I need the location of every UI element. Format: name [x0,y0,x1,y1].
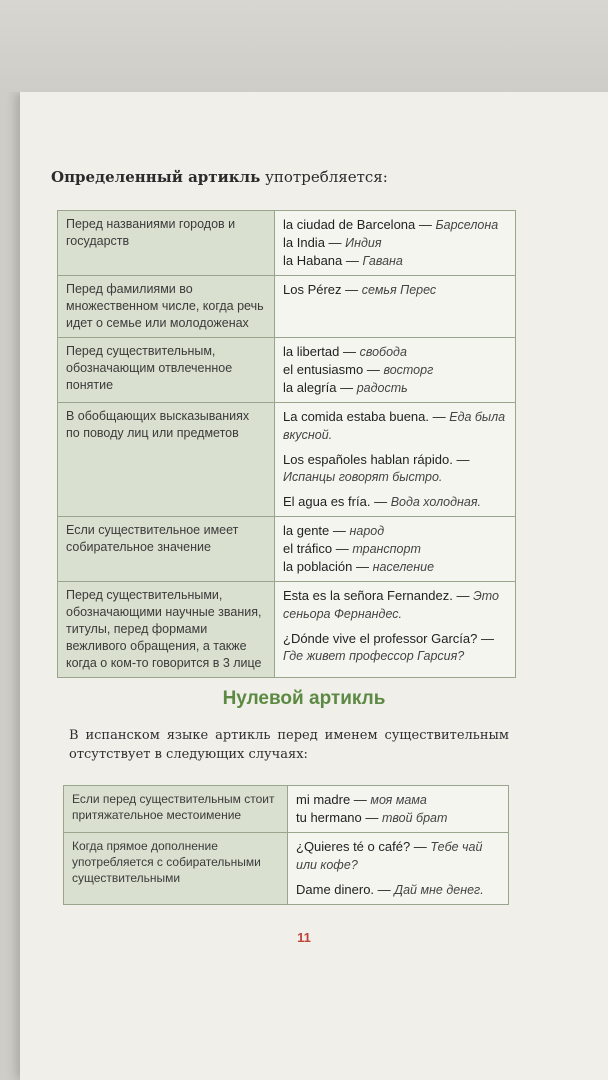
rule-cell: Перед существительными, обозначающими научные звания, титулы, перед формами вежливого обращения, а также когда о ком-то говорится в 3 лице [58,582,275,678]
examples-cell [275,338,516,403]
examples-cell [275,276,516,338]
section-heading-definite-article [51,168,388,186]
spanish-example: Dame dinero. [296,882,375,897]
russian-translation: Испанцы говорят быстро. [283,470,443,484]
table-row [58,211,516,276]
russian-translation: свобода [359,345,407,359]
table-row [58,276,516,338]
dash-separator: — [341,282,362,297]
dash-separator: — [363,362,384,377]
rule-cell: Если существительное имеет собирательное значение [58,517,275,582]
dash-separator: — [342,253,363,268]
russian-translation: транспорт [352,542,421,556]
spanish-example: Los Pérez [283,282,342,297]
russian-translation: Тебе чай или кофе? [296,840,483,872]
spanish-example: la gente [283,523,330,538]
russian-translation: Где живет профессор Гарсия? [283,649,465,663]
dash-separator: — [370,494,391,509]
russian-translation: семья Перес [361,283,437,297]
section-heading-zero-article: Нулевой артикль [222,688,386,709]
dash-separator: — [415,217,436,232]
dash-separator: — [339,344,360,359]
example-line [283,252,507,270]
russian-translation: Еда была вкусной. [283,410,506,442]
russian-translation: моя мама [370,793,427,807]
dash-separator: — [336,380,357,395]
spanish-example: La comida estaba buena. [283,409,429,424]
example-line [283,281,507,299]
example-line [283,522,507,540]
table-row [58,403,516,517]
table-row [58,338,516,403]
definite-article-table [57,210,516,678]
example-line [283,343,507,361]
page-number: 11 [297,930,311,945]
intro-paragraph: В испанском языке артикль перед именем существительным отсутствует в следующих случаях: [69,728,509,762]
example-line [283,408,507,444]
spanish-example: ¿Quieres té o café? [296,839,411,854]
example-line [296,881,500,899]
russian-translation: Дай мне денег. [394,883,484,897]
dash-separator: — [477,631,494,646]
spanish-example: el tráfico [283,541,333,556]
example-line [296,791,500,809]
rule-cell: Перед названиями городов и государств [58,211,275,276]
example-line [283,216,507,234]
dash-separator: — [452,588,474,603]
spanish-example: El agua es fría. [283,494,371,509]
example-line [296,838,500,874]
spanish-example: la población [283,559,353,574]
heading-bold-part: Определенный артикль [51,168,261,186]
table-row [58,582,516,678]
examples-cell [288,786,509,833]
example-line [296,809,500,827]
examples-cell [275,403,516,517]
spanish-example: ¿Dónde vive el professor García? [283,631,478,646]
rule-cell: Если перед существительным стоит притяжательное местоимение [64,786,288,833]
spanish-example: la Habana [283,253,343,268]
examples-cell [275,582,516,678]
example-line [283,234,507,252]
example-line [283,493,507,511]
russian-translation: население [372,560,435,574]
table-row [64,786,509,833]
russian-translation: Вода холодная. [390,495,481,509]
dash-separator: — [324,235,346,250]
dash-separator: — [361,810,382,825]
rule-cell: Когда прямое дополнение употребляется с собирательными существительными [64,833,288,905]
spanish-example: mi madre [296,792,351,807]
russian-translation: Гавана [362,254,403,268]
zero-article-table [63,785,509,905]
dash-separator: — [410,839,431,854]
spanish-example: la ciudad de Barcelona [283,217,416,232]
rule-cell: В обобщающих высказываниях по поводу лиц или предметов [58,403,275,517]
spanish-example: la libertad [283,344,340,359]
russian-translation: восторг [383,363,434,377]
russian-translation: Барселона [435,218,499,232]
dash-separator: — [452,452,470,467]
table-row [58,517,516,582]
dash-separator: — [332,541,353,556]
rule-cell: Перед фамилиями во множественном числе, когда речь идет о семье или молодоженах [58,276,275,338]
spanish-example: Los españoles hablan rápido. [283,452,453,467]
example-line [283,361,507,379]
dash-separator: — [350,792,371,807]
examples-cell [275,211,516,276]
example-line [283,451,507,486]
spanish-example: la alegría [283,380,337,395]
examples-cell [288,833,509,905]
example-line [283,587,507,623]
heading-rest-part: употребляется: [265,168,388,186]
russian-translation: Это сеньора Фернандес. [283,589,499,621]
russian-translation: твой брат [382,811,448,825]
russian-translation: Индия [345,236,382,250]
example-line [283,558,507,576]
dash-separator: — [329,523,350,538]
spanish-example: la India [283,235,325,250]
examples-cell [275,517,516,582]
dash-separator: — [429,409,450,424]
spanish-example: tu hermano [296,810,362,825]
dash-separator: — [374,882,395,897]
spanish-example: el entusiasmo [283,362,364,377]
rule-cell: Перед существительным, обозначающим отвлеченное понятие [58,338,275,403]
example-line [283,540,507,558]
table-row [64,833,509,905]
russian-translation: народ [349,524,385,538]
dash-separator: — [352,559,373,574]
example-line [283,379,507,397]
example-line [283,630,507,665]
russian-translation: радость [356,381,408,395]
spanish-example: Esta es la señora Fernandez. [283,588,453,603]
